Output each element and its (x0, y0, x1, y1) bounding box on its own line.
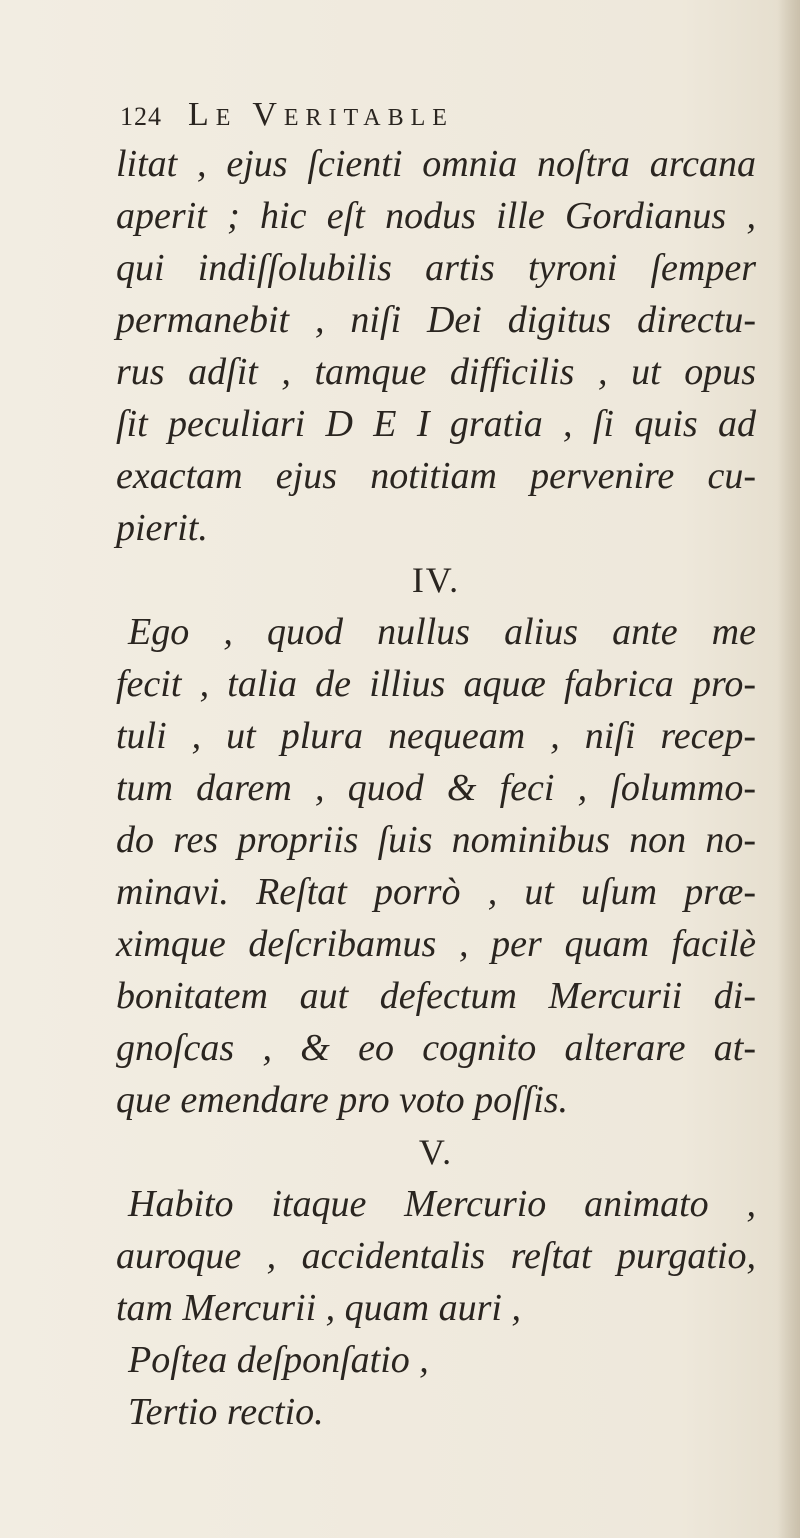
page-header (120, 96, 680, 134)
text-line: rus adſit , tamque difficilis , ut opus (116, 351, 756, 393)
body-text (116, 138, 756, 1438)
text-line: litat , ejus ſcienti omnia noſtra arcana (116, 143, 756, 185)
text-line: Ego , quod nullus alius ante me (128, 611, 756, 653)
text-line: ximque deſcribamus , per quam facilè (116, 923, 756, 965)
text-line: aperit ; hic eſt nodus ille Gordianus , (116, 195, 756, 237)
text-line: permanebit , niſi Dei digitus directu- (116, 299, 756, 341)
text-line: pierit. (116, 507, 208, 549)
section-heading: V. (418, 1132, 454, 1172)
text-line: minavi. Reſtat porrò , ut uſum præ- (116, 871, 756, 913)
text-line: ſit peculiari D E I gratia , ſi quis ad (116, 403, 756, 445)
page-number: 124 (120, 102, 162, 131)
text-line: que emendare pro voto poſſis. (116, 1079, 569, 1121)
text-line: tuli , ut plura nequeam , niſi recep- (116, 715, 756, 757)
text-line: tam Mercurii , quam auri , (116, 1287, 521, 1329)
text-line: Poſtea deſponſatio , (128, 1339, 429, 1381)
text-line: fecit , talia de illius aquæ fabrica pro- (116, 663, 756, 705)
page-edge-shadow (778, 0, 800, 1538)
text-line: bonitatem aut defectum Mercurii di- (116, 975, 756, 1017)
text-line: qui indiſſolubilis artis tyroni ſemper (116, 247, 756, 289)
text-line: Tertio rectio. (128, 1391, 324, 1433)
text-line: Habito itaque Mercurio animato , (128, 1183, 756, 1225)
text-line: gnoſcas , & eo cognito alterare at- (116, 1027, 756, 1069)
text-line: tum darem , quod & feci , ſolummo- (116, 767, 756, 809)
running-title: Le Veritable (188, 96, 454, 133)
text-line: auroque , accidentalis reſtat purgatio, (116, 1235, 756, 1277)
section-heading: IV. (411, 560, 461, 600)
text-line: exactam ejus notitiam pervenire cu- (116, 455, 756, 497)
text-line: do res propriis ſuis nominibus non no- (116, 819, 756, 861)
